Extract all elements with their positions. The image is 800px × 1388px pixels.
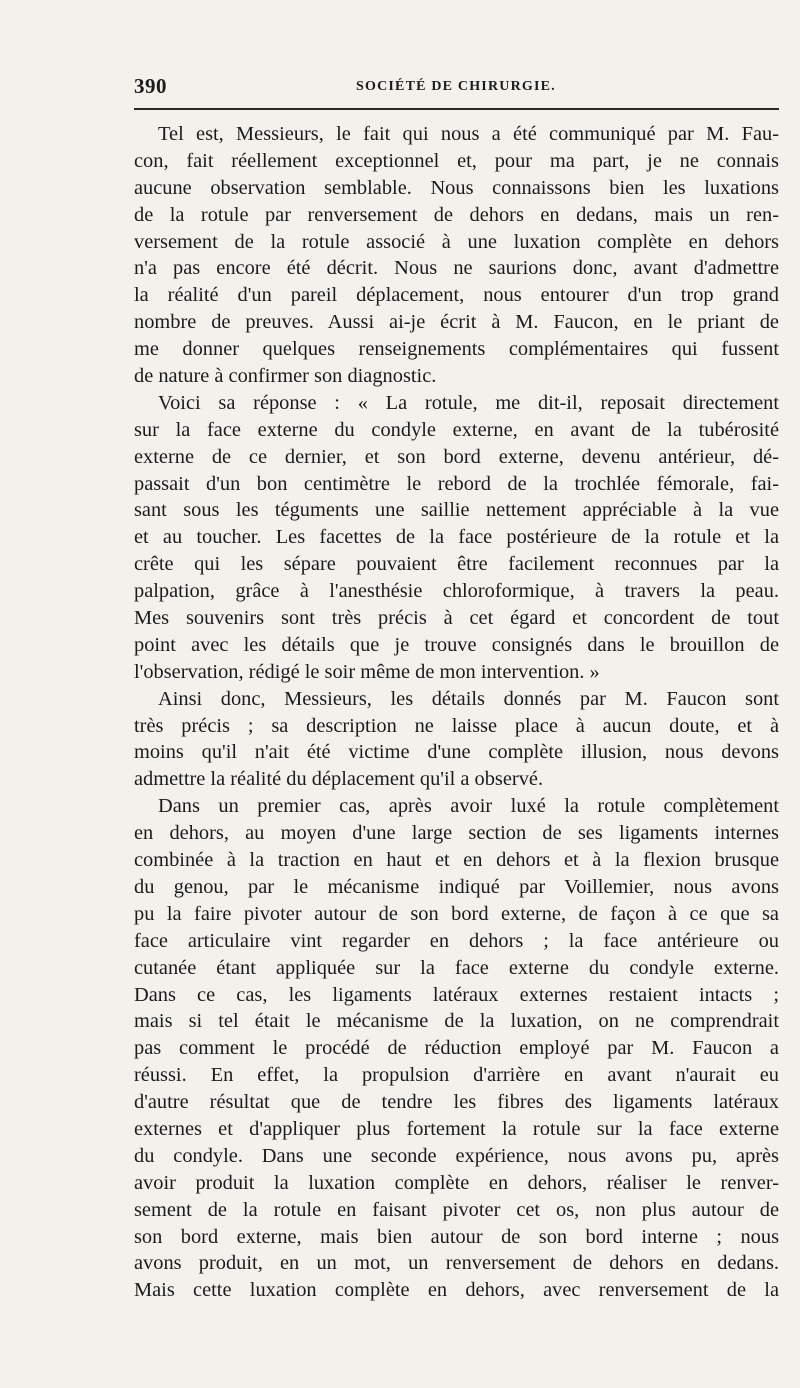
text-line: avons produit, en un mot, un renversement de dehors en dedans. [134,1252,779,1275]
text-line: sant sous les téguments une saillie nettement appréciable à la vue [134,499,779,522]
text-line: palpation, grâce à l'anesthésie chloroformique, à travers la peau. [134,580,779,603]
text-line: son bord externe, mais bien autour de son bord interne ; nous [134,1225,779,1248]
text-line: face articulaire vint regarder en dehors ; la face antérieure ou [134,929,779,952]
text-line: pu la faire pivoter autour de son bord externe, de façon à ce que sa [134,902,779,925]
text-line: Mais cette luxation complète en dehors, avec renversement de la [134,1279,779,1302]
text-line: très précis ; sa description ne laisse place à aucun doute, et à [134,714,779,737]
text-line: Voici sa réponse : « La rotule, me dit-il, reposait directement [158,391,779,414]
text-line: passait d'un bon centimètre le rebord de la trochlée fémorale, fai- [134,472,779,495]
text-line: me donner quelques renseignements complémentaires qui fussent [134,338,779,361]
text-line: Mes souvenirs sont très précis à cet égard et concordent de tout [134,607,779,630]
text-line: point avec les détails que je trouve consignés dans le brouillon de [134,633,779,656]
text-line: d'autre résultat que de tendre les fibres des ligaments latéraux [134,1091,779,1114]
body-text [134,121,779,1304]
text-line: Tel est, Messieurs, le fait qui nous a été communiqué par M. Fau- [158,123,779,145]
text-line: cutanée étant appliquée sur la face externe du condyle externe. [134,956,779,979]
text-line: Dans ce cas, les ligaments latéraux externes restaient intacts ; [134,983,779,1006]
text-line: crête qui les sépare pouvaient être facilement reconnues par la [134,553,779,576]
text-line: de nature à confirmer son diagnostic. [134,365,437,388]
text-line: l'observation, rédigé le soir même de mon intervention. » [134,660,600,683]
text-line: combinée à la traction en haut et en dehors et à la flexion brusque [134,849,779,872]
text-line: admettre la réalité du déplacement qu'il a observé. [134,768,544,791]
running-head: SOCIÉTÉ DE CHIRURGIE. [356,79,556,94]
text-line: n'a pas encore été décrit. Nous ne saurions donc, avant d'admettre [134,257,779,280]
text-line: avoir produit la luxation complète en dehors, réaliser le renver- [134,1171,779,1194]
text-line: Ainsi donc, Messieurs, les détails donnés par M. Faucon sont [158,687,779,710]
text-line: externes et d'appliquer plus fortement la rotule sur la face externe [134,1117,779,1140]
page-number: 390 [134,74,167,98]
text-line: moins qu'il n'ait été victime d'une complète illusion, nous devons [134,741,779,764]
text-line: pas comment le procédé de réduction employé par M. Faucon a [134,1037,779,1060]
header-rule [134,108,779,110]
text-line: mais si tel était le mécanisme de la luxation, on ne comprendrait [134,1010,779,1033]
text-line: aucune observation semblable. Nous connaissons bien les luxations [134,176,779,199]
text-line: en dehors, au moyen d'une large section de ses ligaments internes [134,822,779,845]
text-line: du condyle. Dans une seconde expérience, nous avons pu, après [134,1144,779,1167]
text-line: la réalité d'un pareil déplacement, nous entourer d'un trop grand [134,284,779,307]
text-line: sement de la rotule en faisant pivoter cet os, non plus autour de [134,1198,779,1221]
text-line: réussi. En effet, la propulsion d'arrière en avant n'aurait eu [134,1064,779,1087]
text-line: versement de la rotule associé à une luxation complète en dehors [134,230,779,253]
text-line: du genou, par le mécanisme indiqué par Voillemier, nous avons [134,875,779,898]
text-line: sur la face externe du condyle externe, en avant de la tubérosité [134,418,779,441]
text-line: nombre de preuves. Aussi ai-je écrit à M. Faucon, en le priant de [134,311,779,334]
text-line: externe de ce dernier, et son bord externe, devenu antérieur, dé- [134,445,779,468]
text-line: de la rotule par renversement de dehors en dedans, mais un ren- [134,203,779,226]
page-header [134,74,779,98]
text-line: Dans un premier cas, après avoir luxé la rotule complètement [158,795,779,818]
text-line: et au toucher. Les facettes de la face postérieure de la rotule et la [134,526,779,549]
text-line: con, fait réellement exceptionnel et, pour ma part, je ne connais [134,149,779,172]
